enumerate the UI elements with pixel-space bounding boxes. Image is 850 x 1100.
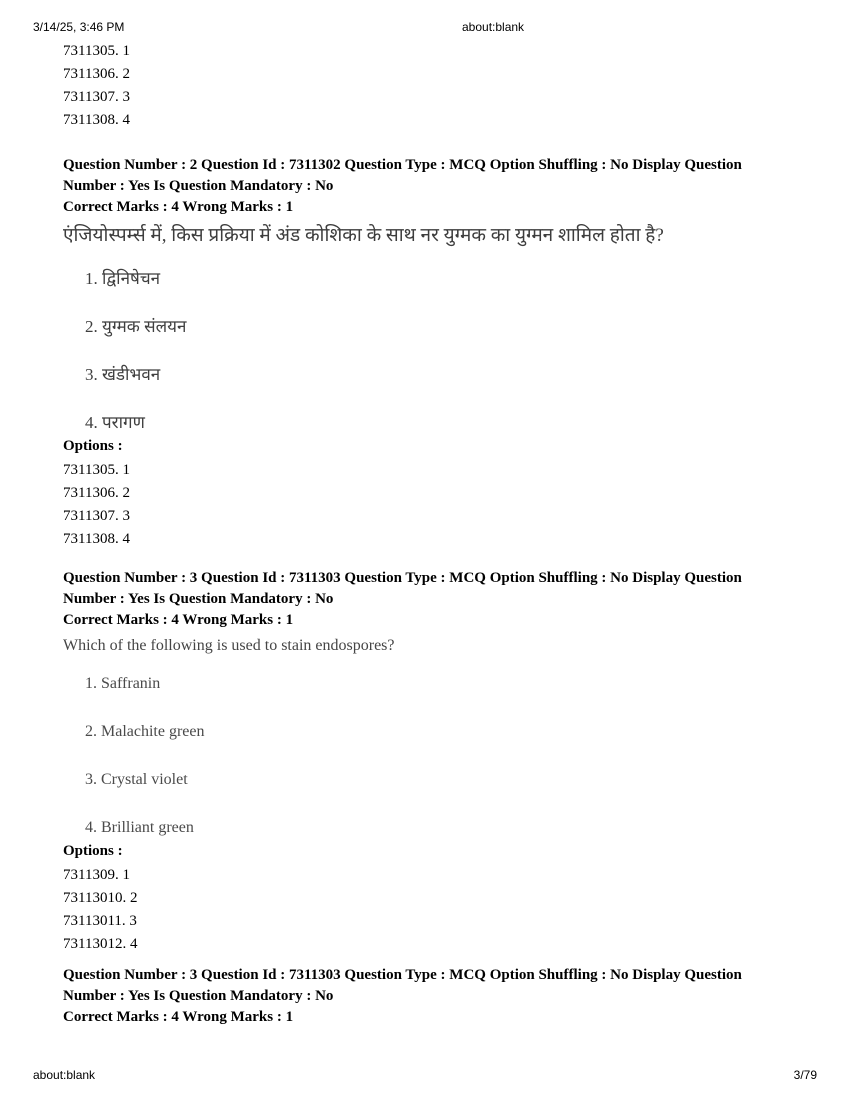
option-id-line: 7311305. 1	[63, 43, 130, 59]
option-id-line: 7311306. 2	[63, 485, 130, 501]
option-id-line: 73113010. 2	[63, 890, 138, 906]
question-text-english: Which of the following is used to stain endospores?	[63, 637, 395, 654]
print-footer	[0, 1068, 850, 1082]
choice-2: 2. युग्मक संलयन	[85, 317, 187, 336]
question-block-3	[63, 568, 792, 956]
carryover-options-list	[63, 40, 792, 132]
option-id-line: 7311307. 3	[63, 89, 130, 105]
option-id-list	[63, 459, 792, 551]
choice-2: 2. Malachite green	[85, 723, 205, 740]
question-block-2	[63, 155, 792, 551]
option-id-line: 7311307. 3	[63, 508, 130, 524]
option-id-line: 7311308. 4	[63, 531, 130, 547]
question-marks: Correct Marks : 4 Wrong Marks : 1	[63, 199, 294, 215]
option-id-line: 7311308. 4	[63, 112, 130, 128]
choice-1: 1. द्विनिषेचन	[85, 269, 161, 288]
print-header	[0, 20, 850, 34]
footer-page-number: 3/79	[793, 1068, 817, 1082]
options-label: Options :	[63, 438, 123, 454]
choice-3: 3. Crystal violet	[85, 771, 188, 788]
question-marks: Correct Marks : 4 Wrong Marks : 1	[63, 612, 294, 628]
question-meta: Question Number : 3 Question Id : 7311303 Question Type : MCQ Option Shuffling : No Display Question Number : Yes Is Question Mandatory : No	[63, 967, 742, 1004]
option-id-line: 73113011. 3	[63, 913, 137, 929]
question-marks: Correct Marks : 4 Wrong Marks : 1	[63, 1009, 294, 1025]
footer-url: about:blank	[33, 1068, 96, 1082]
choice-4: 4. Brilliant green	[85, 819, 194, 836]
option-id-line: 7311305. 1	[63, 462, 130, 478]
choice-1: 1. Saffranin	[85, 675, 161, 692]
question-block-3-repeat	[63, 965, 792, 1028]
option-id-line: 7311309. 1	[63, 867, 130, 883]
header-datetime: 3/14/25, 3:46 PM	[33, 20, 125, 34]
choice-3: 3. खंडीभवन	[85, 365, 161, 384]
header-page-title: about:blank	[462, 20, 525, 34]
choice-4: 4. परागण	[85, 413, 145, 432]
question-text-hindi: एंजियोस्पर्म्स में, किस प्रक्रिया में अंड कोशिका के साथ नर युग्मक का युग्मन शामिल होता है?	[63, 225, 664, 246]
option-id-line: 7311306. 2	[63, 66, 130, 82]
question-meta: Question Number : 2 Question Id : 7311302 Question Type : MCQ Option Shuffling : No Display Question Number : Yes Is Question Mandatory : No	[63, 157, 742, 194]
options-label: Options :	[63, 843, 123, 859]
option-id-line: 73113012. 4	[63, 936, 138, 952]
question-meta: Question Number : 3 Question Id : 7311303 Question Type : MCQ Option Shuffling : No Display Question Number : Yes Is Question Mandatory : No	[63, 570, 742, 607]
option-id-list	[63, 864, 792, 956]
